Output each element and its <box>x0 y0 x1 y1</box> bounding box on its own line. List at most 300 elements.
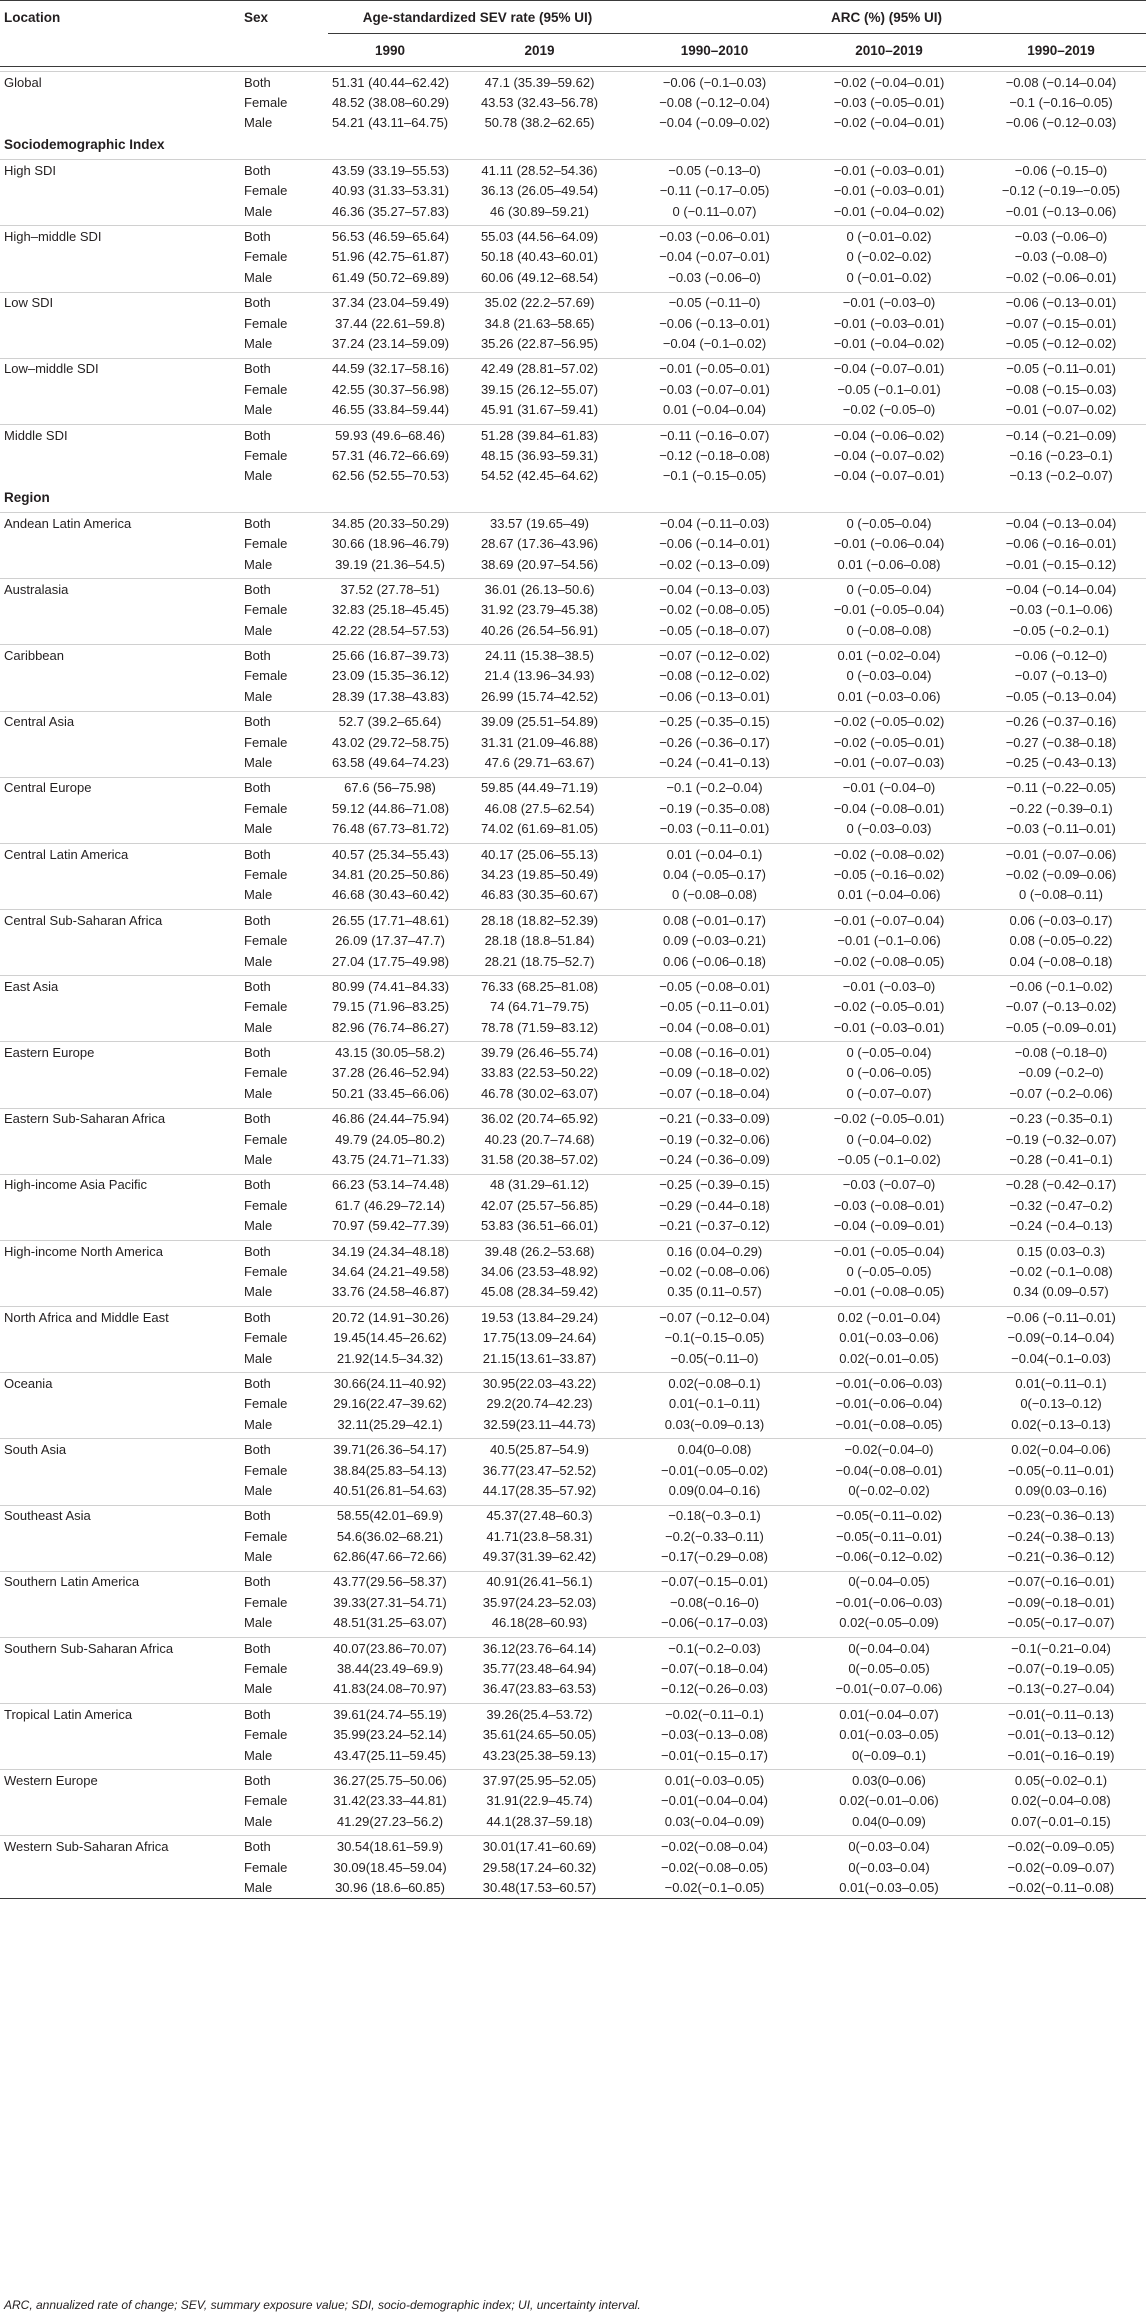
table-row <box>0 976 1146 997</box>
table-row <box>0 113 1146 133</box>
location-cell <box>0 1679 240 1699</box>
arc-1990-2019-cell: −0.32 (−0.47–0.2) <box>1009 1197 1113 1213</box>
sev-2019-cell: 39.26(25.4–53.72) <box>452 1704 627 1725</box>
location-cell <box>0 1480 240 1500</box>
arc-2010-2019-cell: 0.01 (−0.06–0.08) <box>837 556 941 572</box>
arc-2010-2019-cell: 0(−0.04–0.05) <box>802 1571 976 1592</box>
table-row <box>0 1770 1146 1791</box>
sev-2019-cell: 78.78 (71.59–83.12) <box>480 1019 599 1035</box>
table-row <box>0 1857 1146 1877</box>
sev-1990-cell: 67.6 (56–75.98) <box>328 777 452 798</box>
sev-1990-cell: 38.44(23.49–69.9) <box>336 1661 444 1677</box>
arc-1990-2010-cell: −0.02 (−0.08–0.05) <box>659 602 770 618</box>
sev-1990-cell: 30.66 (18.96–46.79) <box>332 536 450 552</box>
arc-2010-2019-cell: −0.04(−0.08–0.01) <box>835 1462 943 1478</box>
sex-cell: Female <box>244 1727 288 1743</box>
location-cell: Western Sub-Saharan Africa <box>0 1836 240 1857</box>
arc-1990-2019-cell: −0.02 (−0.09–0.06) <box>1005 866 1117 882</box>
location-cell <box>0 1063 240 1083</box>
sev-1990-cell: 50.21 (33.45–66.06) <box>332 1085 450 1101</box>
sev-1990-cell: 28.39 (17.38–43.83) <box>332 688 450 704</box>
arc-2010-2019-cell: −0.02 (−0.04–0.01) <box>802 72 976 93</box>
sex-cell: Both <box>240 579 328 600</box>
location-cell <box>0 313 240 333</box>
sex-cell: Female <box>244 999 288 1015</box>
sev-2019-cell: 51.28 (39.84–61.83) <box>452 424 627 445</box>
arc-1990-2010-cell: 0.16 (0.04–0.29) <box>627 1240 802 1261</box>
sev-2019-cell: 44.1(28.37–59.18) <box>486 1813 593 1829</box>
table-row <box>0 445 1146 465</box>
arc-1990-2019-cell: −0.04(−0.1–0.03) <box>1011 1350 1111 1366</box>
table-row <box>0 333 1146 353</box>
arc-1990-2010-cell: −0.02(−0.1–0.05) <box>627 1877 802 1898</box>
table-row <box>0 1811 1146 1831</box>
location-cell: Central Asia <box>0 711 240 732</box>
sex-cell: Male <box>244 1284 273 1300</box>
arc-2010-2019-cell: −0.04 (−0.08–0.01) <box>833 800 945 816</box>
sev-2019-cell: 41.71(23.8–58.31) <box>486 1528 593 1544</box>
arc-1990-2010-cell: −0.05 (−0.11–0) <box>627 292 802 313</box>
arc-1990-2010-cell: −0.07 (−0.12–0.02) <box>627 645 802 666</box>
table-row <box>0 201 1146 221</box>
arc-2010-2019-cell: −0.01 (−0.04–0.02) <box>833 203 945 219</box>
sev-2019-cell: 29.58(17.24–60.32) <box>482 1859 597 1875</box>
table-row <box>0 645 1146 666</box>
sev-1990-cell: 26.55 (17.71–48.61) <box>328 910 452 931</box>
sev-2019-cell: 54.52 (42.45–64.62) <box>480 468 599 484</box>
location-cell: South Asia <box>0 1439 240 1460</box>
sev-2019-cell: 76.33 (68.25–81.08) <box>452 976 627 997</box>
table-row <box>0 1658 1146 1678</box>
table-row <box>0 1394 1146 1414</box>
arc-1990-2010-cell: −0.04 (−0.13–0.03) <box>627 579 802 600</box>
arc-1990-2019-cell: −0.19 (−0.32–0.07) <box>1005 1131 1117 1147</box>
sev-1990-cell: 46.86 (24.44–75.94) <box>328 1108 452 1129</box>
sev-2019-cell: 36.02 (20.74–65.92) <box>452 1108 627 1129</box>
location-cell <box>0 92 240 112</box>
table-row <box>0 1063 1146 1083</box>
arc-2010-2019-cell: −0.02 (−0.05–0.01) <box>833 999 945 1015</box>
arc-1990-2019-cell: −0.02(−0.09–0.05) <box>976 1836 1146 1857</box>
sev-2019-cell: 33.57 (19.65–49) <box>452 513 627 534</box>
sex-cell: Both <box>240 711 328 732</box>
location-cell: Low–middle SDI <box>0 358 240 379</box>
sev-1990-cell: 51.96 (42.75–61.87) <box>332 249 450 265</box>
location-cell <box>0 1017 240 1037</box>
arc-1990-2019-cell: −0.04 (−0.13–0.04) <box>976 513 1146 534</box>
table-row <box>0 226 1146 247</box>
arc-2010-2019-cell: −0.01 (−0.03–0) <box>802 292 976 313</box>
arc-2010-2019-cell: −0.01 (−0.07–0.03) <box>833 755 945 771</box>
sev-1990-cell: 27.04 (17.75–49.98) <box>332 953 450 969</box>
arc-2010-2019-cell: −0.02 (−0.04–0.01) <box>833 115 945 131</box>
sev-1990-cell: 46.36 (35.27–57.83) <box>332 203 450 219</box>
table-row <box>0 1704 1146 1725</box>
sex-cell: Both <box>240 1439 328 1460</box>
arc-1990-2019-cell: −0.08 (−0.14–0.04) <box>976 72 1146 93</box>
table-row <box>0 1637 1146 1658</box>
location-cell <box>0 600 240 620</box>
sev-1990-cell: 44.59 (32.17–58.16) <box>328 358 452 379</box>
sex-cell: Male <box>244 821 273 837</box>
sev-2019-cell: 29.2(20.74–42.23) <box>486 1396 593 1412</box>
sev-1990-cell: 79.15 (71.96–83.25) <box>332 999 450 1015</box>
arc-2010-2019-cell: −0.04 (−0.06–0.02) <box>802 424 976 445</box>
arc-2010-2019-cell: −0.01 (−0.04–0.02) <box>833 335 945 351</box>
arc-2010-2019-cell: −0.06(−0.12–0.02) <box>835 1549 943 1565</box>
arc-1990-2019-cell: −0.28 (−0.41–0.1) <box>1009 1152 1113 1168</box>
sev-1990-cell: 63.58 (49.64–74.23) <box>332 755 450 771</box>
table-row <box>0 1373 1146 1394</box>
sev-1990-cell: 42.55 (30.37–56.98) <box>332 381 450 397</box>
sev-2019-cell: 36.47(23.83–63.53) <box>482 1681 597 1697</box>
sex-cell: Female <box>244 95 288 111</box>
sex-cell: Female <box>244 866 288 882</box>
sev-2019-cell: 40.26 (26.54–56.91) <box>480 622 599 638</box>
arc-1990-2019-cell: −0.21(−0.36–0.12) <box>1007 1549 1115 1565</box>
sev-2019-cell: 35.97(24.23–52.03) <box>482 1594 597 1610</box>
sev-2019-cell: 48.15 (36.93–59.31) <box>480 447 599 463</box>
arc-2010-2019-cell: 0 (−0.01–0.02) <box>802 226 976 247</box>
table-row <box>0 1129 1146 1149</box>
location-cell <box>0 1216 240 1236</box>
sev-1990-cell: 35.99(23.24–52.14) <box>333 1727 447 1743</box>
arc-1990-2019-cell: −0.07 (−0.13–0) <box>1014 668 1108 684</box>
table-row <box>0 798 1146 818</box>
sex-cell: Female <box>244 1264 288 1279</box>
arc-1990-2010-cell: −0.06 (−0.1–0.03) <box>627 72 802 93</box>
location-cell <box>0 951 240 971</box>
header-row-years <box>0 34 1146 67</box>
arc-1990-2019-cell: −0.01 (−0.13–0.06) <box>1005 203 1117 219</box>
arc-2010-2019-cell: −0.02 (−0.05–0.02) <box>802 711 976 732</box>
sex-cell: Both <box>240 1307 328 1328</box>
arc-1990-2019-cell: −0.26 (−0.37–0.16) <box>976 711 1146 732</box>
arc-1990-2010-cell: 0.01(−0.1–0.11) <box>668 1396 761 1412</box>
sex-cell: Both <box>240 910 328 931</box>
table-row <box>0 1327 1146 1347</box>
sex-cell: Male <box>244 1350 273 1366</box>
sev-1990-cell: 25.66 (16.87–39.73) <box>328 645 452 666</box>
sex-cell: Female <box>244 1065 288 1081</box>
arc-1990-2019-cell: −0.08 (−0.15–0.03) <box>1005 381 1117 397</box>
arc-1990-2019-cell: 0.02(−0.13–0.13) <box>1011 1416 1111 1432</box>
sev-1990-cell: 80.99 (74.41–84.33) <box>328 976 452 997</box>
header-sev-group: Age-standardized SEV rate (95% UI) <box>328 1 627 34</box>
arc-2010-2019-cell: 0(−0.04–0.04) <box>802 1637 976 1658</box>
sev-1990-cell: 30.66(24.11–40.92) <box>328 1373 452 1394</box>
table-row <box>0 1414 1146 1434</box>
arc-1990-2019-cell: −0.05 (−0.09–0.01) <box>1005 1019 1117 1035</box>
sev-2019-cell: 24.11 (15.38–38.5) <box>452 645 627 666</box>
arc-1990-2010-cell: −0.29 (−0.44–0.18) <box>659 1197 770 1213</box>
table-row <box>0 1108 1146 1129</box>
sev-2019-cell: 46.08 (27.5–62.54) <box>484 800 595 816</box>
location-cell <box>0 732 240 752</box>
sex-cell: Male <box>244 556 273 572</box>
sev-2019-cell: 40.91(26.41–56.1) <box>452 1571 627 1592</box>
sev-2019-cell: 74 (64.71–79.75) <box>489 999 590 1015</box>
sex-cell: Female <box>244 734 288 750</box>
arc-1990-2019-cell: −0.01 (−0.07–0.06) <box>976 843 1146 864</box>
arc-1990-2010-cell: −0.02(−0.08–0.05) <box>661 1859 768 1875</box>
sex-cell: Female <box>244 447 288 463</box>
arc-1990-2010-cell: −0.07 (−0.18–0.04) <box>659 1085 770 1101</box>
table-row <box>0 864 1146 884</box>
sev-2019-cell: 33.83 (22.53–50.22) <box>480 1065 599 1081</box>
sev-2019-cell: 30.48(17.53–60.57) <box>452 1877 627 1898</box>
location-cell <box>0 752 240 772</box>
arc-2010-2019-cell: 0 (−0.02–0.02) <box>846 249 932 265</box>
location-cell <box>0 1394 240 1414</box>
arc-1990-2019-cell: −0.07(−0.16–0.01) <box>976 1571 1146 1592</box>
arc-1990-2019-cell: −0.14 (−0.21–0.09) <box>976 424 1146 445</box>
sev-2019-cell: 17.75(13.09–24.64) <box>482 1330 597 1346</box>
sev-1990-cell: 43.75 (24.71–71.33) <box>332 1152 450 1168</box>
sex-cell: Male <box>244 1747 273 1763</box>
arc-1990-2010-cell: −0.12(−0.26–0.03) <box>661 1681 768 1697</box>
arc-1990-2019-cell: −0.06 (−0.12–0) <box>976 645 1146 666</box>
sev-1990-cell: 37.24 (23.14–59.09) <box>332 335 450 351</box>
sex-cell: Female <box>244 1396 288 1412</box>
arc-1990-2019-cell: −0.08 (−0.18–0) <box>976 1042 1146 1063</box>
sex-cell: Female <box>244 1131 288 1147</box>
arc-1990-2019-cell: −0.06 (−0.12–0.03) <box>1005 115 1117 131</box>
section-header-row <box>0 486 1146 508</box>
arc-1990-2019-cell: −0.05 (−0.12–0.02) <box>1005 335 1117 351</box>
sev-1990-cell: 82.96 (76.74–86.27) <box>332 1019 450 1035</box>
location-cell <box>0 1745 240 1765</box>
section-header-row <box>0 133 1146 155</box>
location-cell: Central Sub-Saharan Africa <box>0 910 240 931</box>
location-cell: Southern Latin America <box>0 1571 240 1592</box>
location-cell: East Asia <box>0 976 240 997</box>
sex-cell: Male <box>244 887 273 903</box>
arc-1990-2019-cell: −0.05(−0.17–0.07) <box>1007 1615 1115 1631</box>
table-row <box>0 1679 1146 1699</box>
sev-1990-cell: 21.92(14.5–34.32) <box>336 1350 444 1366</box>
sex-cell: Both <box>240 1571 328 1592</box>
arc-1990-2010-cell: 0.04 (−0.05–0.17) <box>663 866 766 882</box>
sex-cell: Both <box>240 1240 328 1261</box>
location-cell <box>0 1282 240 1302</box>
sev-1990-cell: 48.51(31.25–63.07) <box>333 1615 447 1631</box>
arc-2010-2019-cell: −0.05(−0.11–0.02) <box>802 1505 976 1526</box>
table-row <box>0 1546 1146 1566</box>
location-cell: Low SDI <box>0 292 240 313</box>
table-row <box>0 1348 1146 1368</box>
arc-1990-2019-cell: −0.05 (−0.11–0.01) <box>976 358 1146 379</box>
location-cell: Southern Sub-Saharan Africa <box>0 1637 240 1658</box>
arc-2010-2019-cell: 0.03(0–0.06) <box>802 1770 976 1791</box>
location-cell: Tropical Latin America <box>0 1704 240 1725</box>
location-cell: High–middle SDI <box>0 226 240 247</box>
location-cell <box>0 466 240 486</box>
sex-cell: Both <box>240 1042 328 1063</box>
sev-2019-cell: 28.21 (18.75–52.7) <box>484 953 595 969</box>
table-row <box>0 732 1146 752</box>
arc-1990-2019-cell: −0.1 (−0.16–0.05) <box>1009 95 1113 111</box>
arc-1990-2019-cell: −0.05 (−0.13–0.04) <box>1005 688 1117 704</box>
sex-cell: Both <box>240 1704 328 1725</box>
table-row <box>0 930 1146 950</box>
arc-1990-2019-cell: 0.04 (−0.08–0.18) <box>1009 953 1113 969</box>
arc-2010-2019-cell: −0.01(−0.07–0.06) <box>835 1681 943 1697</box>
table-row <box>0 1571 1146 1592</box>
sex-cell: Both <box>240 1174 328 1195</box>
arc-2010-2019-cell: −0.01(−0.06–0.03) <box>802 1373 976 1394</box>
location-cell <box>0 885 240 905</box>
table-row <box>0 160 1146 181</box>
sev-2019-cell: 30.95(22.03–43.22) <box>452 1373 627 1394</box>
arc-1990-2019-cell: −0.02 (−0.06–0.01) <box>1005 269 1117 285</box>
arc-1990-2019-cell: −0.24 (−0.4–0.13) <box>1009 1218 1113 1234</box>
sev-1990-cell: 23.09 (15.35–36.12) <box>332 668 450 684</box>
sex-cell: Both <box>240 777 328 798</box>
location-cell: High SDI <box>0 160 240 181</box>
sev-1990-cell: 46.55 (33.84–59.44) <box>332 402 450 418</box>
arc-2010-2019-cell: 0.01 (−0.04–0.06) <box>837 887 941 903</box>
arc-2010-2019-cell: 0.02 (−0.01–0.04) <box>802 1307 976 1328</box>
arc-2010-2019-cell: 0 (−0.07–0.07) <box>846 1085 932 1101</box>
sev-2019-cell: 49.37(31.39–62.42) <box>482 1549 597 1565</box>
arc-1990-2019-cell: 0(−0.13–0.12) <box>1020 1396 1102 1412</box>
sex-cell: Female <box>244 1330 288 1346</box>
arc-1990-2010-cell: −0.02(−0.11–0.1) <box>627 1704 802 1725</box>
sev-2019-cell: 39.15 (26.12–55.07) <box>480 381 599 397</box>
arc-1990-2010-cell: −0.05 (−0.08–0.01) <box>627 976 802 997</box>
arc-1990-2010-cell: −0.03 (−0.06–0.01) <box>627 226 802 247</box>
sev-1990-cell: 34.81 (20.25–50.86) <box>332 866 450 882</box>
arc-1990-2019-cell: −0.25 (−0.43–0.13) <box>1005 755 1117 771</box>
sex-cell: Male <box>244 468 273 484</box>
arc-1990-2010-cell: −0.12 (−0.18–0.08) <box>659 447 770 463</box>
arc-1990-2010-cell: −0.21 (−0.37–0.12) <box>659 1218 770 1234</box>
sex-cell: Both <box>240 424 328 445</box>
arc-2010-2019-cell: −0.01 (−0.05–0.04) <box>833 602 945 618</box>
sev-2019-cell: 34.23 (19.85–50.49) <box>480 866 599 882</box>
arc-1990-2019-cell: −0.06 (−0.16–0.01) <box>1005 536 1117 552</box>
arc-1990-2010-cell: −0.04 (−0.07–0.01) <box>659 249 770 265</box>
sev-1990-cell: 62.56 (52.55–70.53) <box>332 468 450 484</box>
arc-2010-2019-cell: −0.01 (−0.08–0.05) <box>833 1284 945 1300</box>
sev-2019-cell: 46 (30.89–59.21) <box>489 203 590 219</box>
arc-1990-2010-cell: −0.07 (−0.12–0.04) <box>627 1307 802 1328</box>
table-row <box>0 267 1146 287</box>
location-cell <box>0 1129 240 1149</box>
sev-1990-cell: 40.51(26.81–54.63) <box>333 1482 447 1498</box>
header-1990: 1990 <box>328 34 452 67</box>
sev-1990-cell: 32.11(25.29–42.1) <box>337 1416 443 1432</box>
arc-1990-2010-cell: −0.21 (−0.33–0.09) <box>627 1108 802 1129</box>
arc-1990-2010-cell: −0.07(−0.18–0.04) <box>661 1661 768 1677</box>
location-cell <box>0 1877 240 1898</box>
header-2010-2019: 2010–2019 <box>802 34 976 67</box>
table-row <box>0 313 1146 333</box>
arc-2010-2019-cell: 0.01(−0.03–0.05) <box>802 1877 976 1898</box>
sev-2019-cell: 42.49 (28.81–57.02) <box>452 358 627 379</box>
arc-2010-2019-cell: 0 (−0.05–0.05) <box>846 1264 932 1279</box>
location-cell <box>0 1460 240 1480</box>
arc-1990-2010-cell: −0.05 (−0.11–0.01) <box>659 999 770 1015</box>
arc-1990-2010-cell: −0.08 (−0.12–0.04) <box>659 95 770 111</box>
arc-2010-2019-cell: 0.01(−0.04–0.07) <box>802 1704 976 1725</box>
arc-1990-2019-cell: −0.07 (−0.15–0.01) <box>1005 315 1117 331</box>
arc-1990-2019-cell: −0.09(−0.18–0.01) <box>1007 1594 1115 1610</box>
arc-1990-2019-cell: −0.02(−0.11–0.08) <box>976 1877 1146 1898</box>
sev-2019-cell: 19.53 (13.84–29.24) <box>452 1307 627 1328</box>
arc-2010-2019-cell: −0.05 (−0.1–0.01) <box>837 381 941 397</box>
location-cell <box>0 930 240 950</box>
arc-1990-2010-cell: 0.09(0.04–0.16) <box>668 1482 761 1498</box>
arc-1990-2019-cell: −0.06 (−0.15–0) <box>976 160 1146 181</box>
arc-2010-2019-cell: −0.02 (−0.05–0.01) <box>802 1108 976 1129</box>
table-row <box>0 1592 1146 1612</box>
table-row <box>0 1261 1146 1281</box>
sev-1990-cell: 37.28 (26.46–52.94) <box>332 1065 450 1081</box>
header-row-top <box>0 1 1146 34</box>
sex-cell: Male <box>240 1877 328 1898</box>
arc-1990-2019-cell: −0.23(−0.36–0.13) <box>976 1505 1146 1526</box>
arc-1990-2019-cell: −0.05(−0.11–0.01) <box>1007 1462 1114 1478</box>
arc-2010-2019-cell: −0.01(−0.08–0.05) <box>835 1416 943 1432</box>
location-cell <box>0 379 240 399</box>
location-cell <box>0 1149 240 1169</box>
location-cell <box>0 620 240 640</box>
table-row <box>0 600 1146 620</box>
sex-cell: Both <box>240 292 328 313</box>
table-row <box>0 1613 1146 1633</box>
location-cell <box>0 1658 240 1678</box>
arc-1990-2010-cell: 0 (−0.11–0.07) <box>672 203 757 219</box>
arc-1990-2010-cell: −0.06 (−0.13–0.01) <box>659 688 770 704</box>
table-row <box>0 533 1146 553</box>
arc-1990-2019-cell: −0.03 (−0.06–0) <box>976 226 1146 247</box>
arc-2010-2019-cell: −0.05(−0.11–0.01) <box>835 1528 942 1544</box>
arc-2010-2019-cell: −0.01 (−0.1–0.06) <box>837 933 941 949</box>
arc-2010-2019-cell: 0 (−0.04–0.02) <box>846 1131 932 1147</box>
sex-cell: Male <box>244 335 273 351</box>
location-cell <box>0 1791 240 1811</box>
sev-2019-cell: 43.53 (32.43–56.78) <box>480 95 599 111</box>
location-cell <box>0 247 240 267</box>
sev-1990-cell: 46.68 (30.43–60.42) <box>332 887 450 903</box>
arc-1990-2010-cell: 0.35 (0.11–0.57) <box>667 1284 762 1300</box>
location-cell <box>0 201 240 221</box>
arc-1990-2019-cell: −0.1(−0.21–0.04) <box>976 1637 1146 1658</box>
arc-2010-2019-cell: 0.01(−0.03–0.06) <box>839 1330 939 1346</box>
location-cell <box>0 181 240 201</box>
sev-2019-cell: 45.37(27.48–60.3) <box>452 1505 627 1526</box>
sev-1990-cell: 38.84(25.83–54.13) <box>333 1462 447 1478</box>
sev-2019-cell: 26.99 (15.74–42.52) <box>480 688 599 704</box>
arc-2010-2019-cell: −0.01 (−0.03–0.01) <box>833 315 945 331</box>
sex-cell: Both <box>240 226 328 247</box>
arc-2010-2019-cell: 0.04(0–0.09) <box>852 1813 926 1829</box>
sev-2019-cell: 40.17 (25.06–55.13) <box>452 843 627 864</box>
arc-1990-2019-cell: 0.02(−0.04–0.08) <box>1011 1793 1111 1809</box>
sev-1990-cell: 39.71(26.36–54.17) <box>328 1439 452 1460</box>
arc-1990-2010-cell: −0.03 (−0.06–0) <box>668 269 761 285</box>
arc-1990-2019-cell: −0.09 (−0.2–0) <box>1018 1065 1104 1081</box>
sex-cell: Female <box>244 602 288 618</box>
sex-cell: Male <box>244 622 273 638</box>
sev-2019-cell: 43.23(25.38–59.13) <box>482 1747 597 1763</box>
sex-cell: Male <box>244 1218 273 1234</box>
header-1990-2010: 1990–2010 <box>627 34 802 67</box>
arc-1990-2019-cell: −0.02(−0.09–0.07) <box>1007 1859 1115 1875</box>
arc-2010-2019-cell: −0.03 (−0.05–0.01) <box>833 95 945 111</box>
